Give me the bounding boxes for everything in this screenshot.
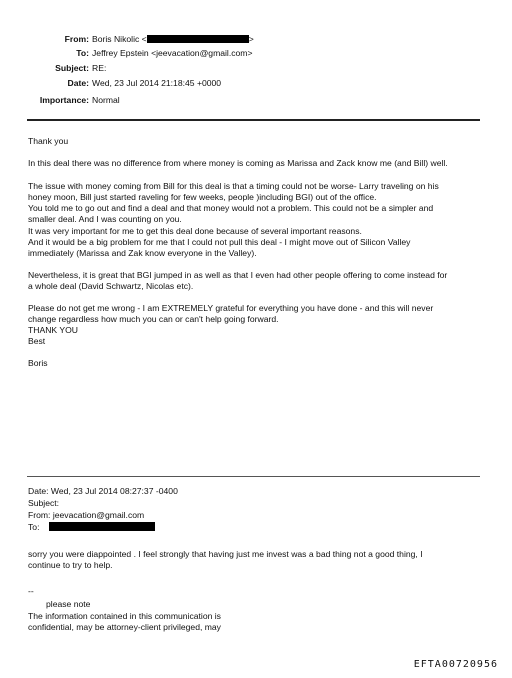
- date-value: Wed, 23 Jul 2014 21:18:45 +0000: [92, 78, 222, 88]
- text-line: The issue with money coming from Bill for this deal is that a timing could not be worse- Larry traveling on his: [28, 181, 439, 192]
- importance-label: Importance:: [39, 95, 89, 105]
- greeting: Thank you: [28, 136, 69, 146]
- text-line: Best: [28, 336, 46, 347]
- text-line: It was very important for me to get this deal done because of several important reasons.: [28, 225, 362, 236]
- paragraph-1: In this deal there was no difference from where money is coming as Marissa and Zack know me (and Bill) well.: [28, 158, 448, 169]
- header-importance: [0, 95, 120, 106]
- text-line: Please do not get me wrong - I am EXTREMELY grateful for everything you have done - and this will never: [28, 303, 434, 314]
- text-line: And it would be a big problem for me that I could not pull this deal - I might move out of Silicon Valley: [28, 236, 411, 247]
- header-to: [0, 48, 252, 59]
- from-label: From:: [64, 34, 89, 44]
- text-line: You told me to go out and find a deal and that money would not a problem. This could not be a simpler and: [28, 203, 434, 214]
- text-line: change regardless how much you can or can't help going forward.: [28, 314, 279, 325]
- to-label: To:: [76, 48, 89, 58]
- quote-divider: [27, 476, 480, 477]
- please-note: please note: [46, 599, 91, 609]
- redaction-bar: [49, 522, 155, 531]
- header-subject: [0, 63, 106, 74]
- signature-separator: --: [28, 586, 34, 596]
- quoted-from: From: jeevacation@gmail.com: [28, 510, 145, 520]
- paragraph-2: [28, 181, 498, 259]
- header-divider: [27, 119, 480, 121]
- disclaimer: [28, 611, 498, 633]
- text-line: immediately (Marissa and Zak know everyone in the Valley).: [28, 247, 257, 258]
- text-line: The information contained in this communication is: [28, 611, 221, 621]
- document-id: EFTA00720956: [413, 659, 498, 670]
- from-value: Boris Nikolic <: [92, 34, 147, 44]
- text-line: a whole deal (David Schwartz, Nicolas etc).: [28, 280, 194, 291]
- subject-label: Subject:: [55, 63, 89, 73]
- paragraph-3: [28, 270, 498, 292]
- to-value: Jeffrey Epstein <jeevacation@gmail.com>: [92, 48, 253, 58]
- quoted-subject: Subject:: [28, 498, 60, 508]
- header-from: [0, 34, 254, 45]
- quoted-date: Date: Wed, 23 Jul 2014 08:27:37 -0400: [28, 486, 178, 496]
- text-line: sorry you were diappointed . I feel strongly that having just me invest was a bad thing not a good thing, I: [28, 549, 423, 559]
- signature: Boris: [28, 358, 48, 369]
- text-line: honey moon, Bill just started raveling for few weeks, people )including BGI) out of the office.: [28, 192, 377, 203]
- date-label: Date:: [67, 78, 89, 88]
- text-line: confidential, may be attorney-client privileged, may: [28, 622, 221, 633]
- from-close: >: [248, 34, 254, 44]
- subject-value: RE:: [92, 63, 107, 73]
- importance-value: Normal: [92, 95, 120, 105]
- quoted-body: [28, 549, 498, 571]
- text-line: continue to try to help.: [28, 560, 113, 571]
- redaction-bar: [147, 35, 249, 43]
- text-line: Nevertheless, it is great that BGI jumped in as well as that I even had other people offering to come instead for: [28, 269, 448, 280]
- header-date: [0, 78, 221, 89]
- text-line: THANK YOU: [28, 325, 78, 336]
- message-body: [28, 136, 498, 370]
- paragraph-4: [28, 303, 498, 347]
- text-line: smaller deal. And I was counting on you.: [28, 214, 182, 225]
- quoted-to-label: To:: [28, 522, 40, 532]
- quoted-to: [28, 522, 155, 533]
